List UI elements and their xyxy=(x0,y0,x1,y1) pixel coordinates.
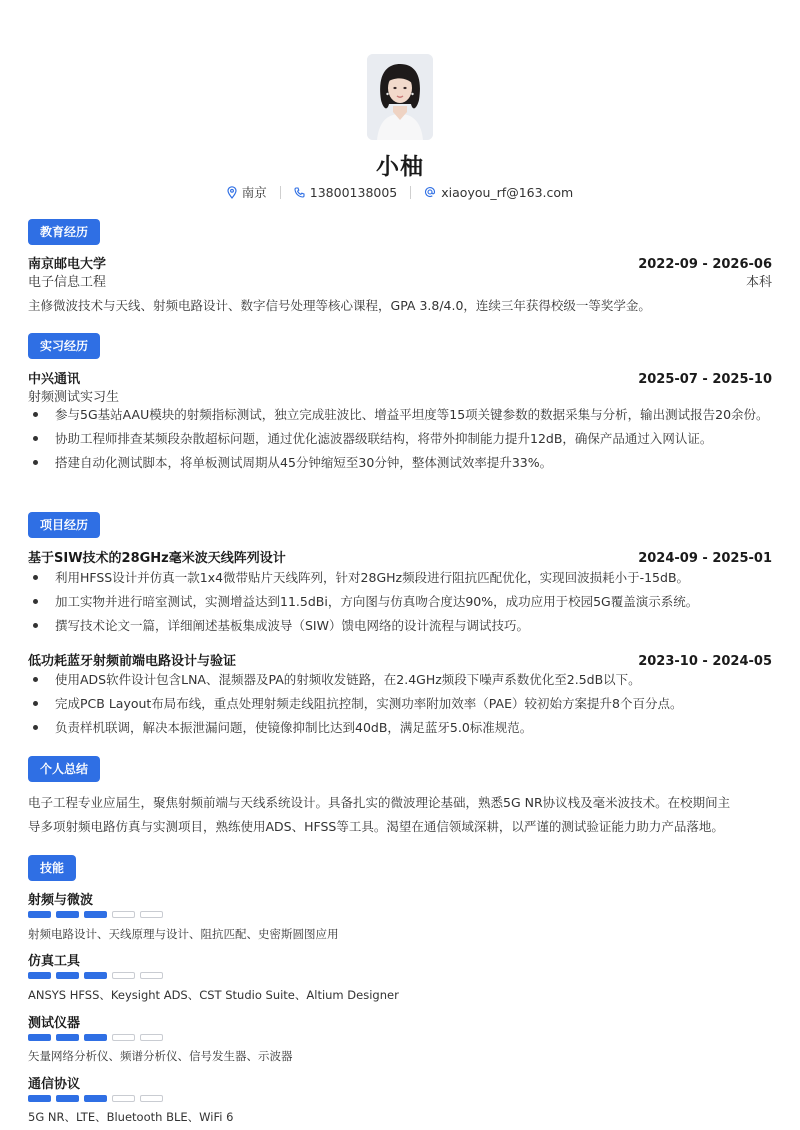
skill-level-filled xyxy=(84,1095,107,1102)
skill-level-filled xyxy=(28,1095,51,1102)
profile-photo xyxy=(367,54,433,140)
email-text: xiaoyou_rf@163.com xyxy=(441,184,574,200)
internship-header xyxy=(28,368,772,387)
education-description: 主修微波技术与天线、射频电路设计、数字信号处理等核心课程，GPA 3.8/4.0，连续三年获得校级一等奖学金。 xyxy=(28,298,651,313)
skill-level-bar xyxy=(28,1095,163,1102)
city-text: 南京 xyxy=(241,185,267,200)
skill-level-bar xyxy=(28,911,163,918)
list-item: 利用HFSS设计并仿真一款1x4微带贴片天线阵列，针对28GHz频段进行阻抗匹配优化，实现回波损耗小于-15dB。 xyxy=(28,569,772,586)
project-date: 2024-09 - 2025-01 xyxy=(638,551,772,566)
portrait-image xyxy=(367,54,433,140)
skill-level-filled xyxy=(56,1095,79,1102)
list-item: 搭建自动化测试脚本，将单板测试周期从45分钟缩短至30分钟，整体测试效率提升33%。 xyxy=(28,454,772,471)
list-item: 协助工程师排查某频段杂散超标问题，通过优化滤波器级联结构，将带外抑制能力提升12dB，确保产品通过入网认证。 xyxy=(28,430,772,447)
education-header xyxy=(28,253,772,272)
skill-level-empty xyxy=(140,1095,163,1102)
section-tag-internship: 实习经历 xyxy=(28,333,100,359)
skill-level-empty xyxy=(112,911,135,918)
skill-level-filled xyxy=(28,972,51,979)
skill-level-empty xyxy=(112,1095,135,1102)
at-sign-icon xyxy=(424,186,436,198)
section-tag-education: 教育经历 xyxy=(28,219,100,245)
skill-level-empty xyxy=(140,972,163,979)
location-pin-icon xyxy=(227,186,237,199)
skill-level-filled xyxy=(56,1034,79,1041)
list-item: 负责样机联调，解决本振泄漏问题，使镜像抑制比达到40dB，满足蓝牙5.0标准规范。 xyxy=(28,719,772,736)
project-bullets xyxy=(28,569,772,641)
contact-divider xyxy=(280,186,281,199)
summary-line: 导多项射频电路仿真与实测项目，熟练使用ADS、HFSS等工具。渴望在通信领域深耕，以严谨的测试验证能力助力产品落地。 xyxy=(28,819,724,834)
list-item: 使用ADS软件设计包含LNA、混频器及PA的射频收发链路，在2.4GHz频段下噪声系数优化至2.5dB以下。 xyxy=(28,671,772,688)
skill-level-filled xyxy=(84,1034,107,1041)
skill-level-filled xyxy=(56,972,79,979)
skill-name: 射频与微波 xyxy=(28,893,94,908)
list-item: 完成PCB Layout布局布线，重点处理射频走线阻抗控制，实测功率附加效率（PAE）较初始方案提升8个百分点。 xyxy=(28,695,772,712)
skill-level-filled xyxy=(28,911,51,918)
contact-divider xyxy=(410,186,411,199)
skill-level-empty xyxy=(112,1034,135,1041)
skill-description: 射频电路设计、天线原理与设计、阻抗匹配、史密斯圆图应用 xyxy=(28,927,339,941)
skill-name: 测试仪器 xyxy=(28,1016,81,1031)
skill-level-filled xyxy=(28,1034,51,1041)
skill-level-bar xyxy=(28,1034,163,1041)
project-header xyxy=(28,650,772,669)
list-item: 加工实物并进行暗室测试，实测增益达到11.5dBi，方向图与仿真吻合度达90%，成功应用于校园5G覆盖演示系统。 xyxy=(28,593,772,610)
project-title: 低功耗蓝牙射频前端电路设计与验证 xyxy=(28,654,237,669)
candidate-name: 小柚 xyxy=(376,154,424,180)
phone-icon xyxy=(294,187,305,198)
skill-name: 通信协议 xyxy=(28,1077,81,1092)
skill-name: 仿真工具 xyxy=(28,954,81,969)
skill-level-empty xyxy=(140,1034,163,1041)
project-bullets xyxy=(28,671,772,743)
skill-description: ANSYS HFSS、Keysight ADS、CST Studio Suite、Altium Designer xyxy=(28,988,399,1002)
major-name: 电子信息工程 xyxy=(28,275,107,290)
phone-text: 13800138005 xyxy=(309,184,398,200)
internship-date: 2025-07 - 2025-10 xyxy=(638,372,772,387)
summary-text xyxy=(28,791,772,839)
contact-phone[interactable] xyxy=(294,185,397,200)
list-item: 撰写技术论文一篇，详细阐述基板集成波导（SIW）馈电网络的设计流程与调试技巧。 xyxy=(28,617,772,634)
company-name: 中兴通讯 xyxy=(28,372,81,387)
education-date: 2022-09 - 2026-06 xyxy=(638,257,772,272)
degree-name: 本科 xyxy=(745,275,772,290)
skill-level-bar xyxy=(28,972,163,979)
skill-description: 矢量网络分析仪、频谱分析仪、信号发生器、示波器 xyxy=(28,1049,293,1063)
education-subheader xyxy=(28,271,772,290)
skill-level-filled xyxy=(56,911,79,918)
contact-bar xyxy=(0,183,800,201)
school-name: 南京邮电大学 xyxy=(28,257,107,272)
project-date: 2023-10 - 2024-05 xyxy=(638,654,772,669)
list-item: 参与5G基站AAU模块的射频指标测试，独立完成驻波比、增益平坦度等15项关键参数的数据采集与分析，输出测试报告20余份。 xyxy=(28,406,772,423)
skill-level-empty xyxy=(112,972,135,979)
contact-email[interactable] xyxy=(424,185,573,200)
section-tag-projects: 项目经历 xyxy=(28,512,100,538)
internship-role: 射频测试实习生 xyxy=(28,390,120,405)
skill-level-filled xyxy=(84,972,107,979)
project-title: 基于SIW技术的28GHz毫米波天线阵列设计 xyxy=(28,551,286,566)
section-tag-summary: 个人总结 xyxy=(28,756,100,782)
skill-level-empty xyxy=(140,911,163,918)
internship-bullets xyxy=(28,406,772,478)
project-header xyxy=(28,547,772,566)
skill-description: 5G NR、LTE、Bluetooth BLE、WiFi 6 xyxy=(28,1110,234,1124)
summary-line: 电子工程专业应届生，聚焦射频前端与天线系统设计。具备扎实的微波理论基础，熟悉5G NR协议栈及毫米波技术。在校期间主 xyxy=(28,795,731,810)
section-tag-skills: 技能 xyxy=(28,855,76,881)
contact-city xyxy=(227,183,267,201)
skill-level-filled xyxy=(84,911,107,918)
